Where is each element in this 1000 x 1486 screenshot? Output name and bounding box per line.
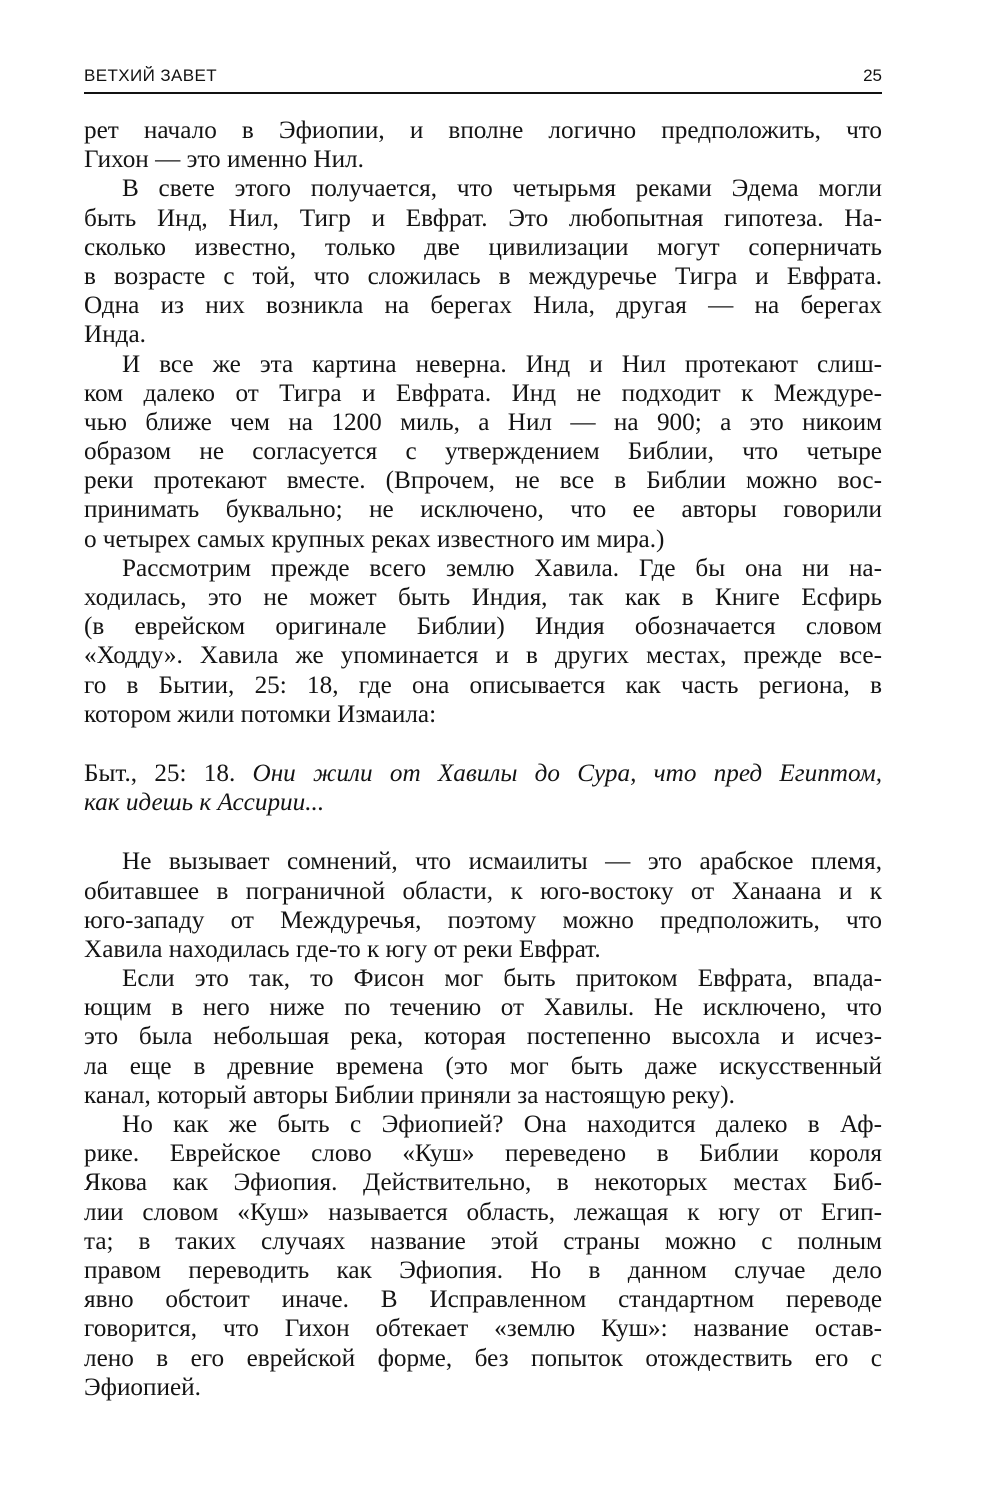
text-line: Рассмотрим прежде всего землю Хавила. Где бы она ни на-	[122, 554, 882, 582]
quote-text: как идешь к Ассирии...	[84, 789, 325, 817]
text-line: го в Бытии, 25: 18, где она описывается как часть региона, в	[84, 671, 882, 699]
text-line: ком далеко от Тигра и Евфрата. Инд не подходит к Междуре-	[84, 379, 882, 407]
paragraph	[84, 964, 882, 1110]
paragraph	[84, 847, 882, 964]
text-line: о четырех самых крупных реках известного им мира.)	[84, 525, 665, 553]
text-line: канал, который авторы Библии приняли за настоящую реку).	[84, 1081, 735, 1109]
text-line: Но как же быть с Эфиопией? Она находится далеко в Аф-	[122, 1111, 882, 1138]
text-line: рет начало в Эфиопии, и вполне логично предположить, что	[84, 117, 882, 144]
text-line: рике. Еврейское слово «Куш» переведено в Библии короля	[84, 1140, 882, 1168]
text-line: юго-западу от Междуречья, поэтому можно предположить, что	[84, 906, 882, 934]
text-line: Не вызывает сомнений, что исмаилиты — это арабское племя,	[122, 848, 882, 876]
paragraph	[84, 1110, 882, 1402]
text-line: ющим в него ниже по течению от Хавилы. Не исключено, что	[84, 994, 882, 1022]
text-line: сколько известно, только две цивилизации могут соперничать	[84, 233, 882, 261]
text-line: Эфиопией.	[84, 1373, 201, 1401]
spacer	[84, 729, 882, 759]
text-line: котором жили потомки Измаила:	[84, 700, 437, 728]
text-line: реки протекают вместе. (Впрочем, не все в Библии можно вос-	[84, 467, 882, 495]
quote-text: Они жили от Хавилы до Сура, что пред Египтом,	[252, 759, 882, 787]
paragraph	[84, 350, 882, 554]
text-line: (в еврейском оригинале Библии) Индия обозначается словом	[84, 613, 882, 641]
paragraph	[84, 116, 882, 174]
text-line: «Ходду». Хавила же упоминается и в других местах, прежде все-	[84, 642, 882, 670]
text-line: образом не согласуется с утверждением Библии, что четыре	[84, 438, 882, 466]
text-line: в возрасте с той, что сложилась в междуречье Тигра и Евфрата.	[84, 262, 882, 290]
text-line: Гихон — это именно Нил.	[84, 146, 364, 174]
scripture-quote	[84, 759, 882, 817]
text-line: говорится, что Гихон обтекает «землю Куш»: название остав-	[84, 1315, 882, 1343]
spacer	[84, 817, 882, 847]
quote-line	[84, 759, 882, 788]
text-line: Якова как Эфиопия. Действительно, в некоторых местах Биб-	[84, 1169, 882, 1197]
section-title: ВЕТХИЙ ЗАВЕТ	[84, 66, 218, 85]
paragraph	[84, 554, 882, 729]
text-line: правом переводить как Эфиопия. Но в данном случае дело	[84, 1256, 882, 1284]
text-line: Одна из них возникла на берегах Нила, другая — на берегах	[84, 292, 882, 320]
text-line: та; в таких случаях название этой страны можно с полным	[84, 1227, 882, 1255]
text-line: И все же эта картина неверна. Инд и Нил протекают слиш-	[122, 350, 882, 378]
page-number: 25	[863, 66, 882, 85]
running-header	[84, 62, 882, 94]
text-line: лии словом «Куш» называется область, лежащая к югу от Егип-	[84, 1198, 882, 1226]
text-line: лено в его еврейской форме, без попыток отождествить его с	[84, 1344, 882, 1372]
text-line: это была небольшая река, которая постепенно высохла и исчез-	[84, 1023, 882, 1051]
text-line: быть Инд, Нил, Тигр и Евфрат. Это любопытная гипотеза. На-	[84, 204, 882, 232]
paragraph	[84, 174, 882, 349]
text-line: Если это так, то Фисон мог быть притоком Евфрата, впада-	[122, 965, 882, 993]
text-line: явно обстоит иначе. В Исправленном стандартном переводе	[84, 1286, 882, 1314]
text-line: Инда.	[84, 321, 146, 349]
text-line: Хавила находилась где-то к югу от реки Евфрат.	[84, 935, 601, 963]
quote-reference: Быт., 25: 18.	[84, 759, 236, 787]
text-line: ходилась, это не может быть Индия, так как в Книге Есфирь	[84, 584, 882, 611]
text-line: ла еще в древние времена (это мог быть даже искусственный	[84, 1052, 882, 1080]
text-line: В свете этого получается, что четырьмя реками Эдема могли	[122, 175, 882, 203]
page-body	[84, 116, 882, 1402]
text-line: обитавшее в пограничной области, к юго-востоку от Ханаана и к	[84, 877, 882, 905]
text-line: чью ближе чем на 1200 миль, а Нил — на 900; а это никоим	[84, 408, 882, 436]
text-line: принимать буквально; не исключено, что ее авторы говорили	[84, 496, 882, 524]
